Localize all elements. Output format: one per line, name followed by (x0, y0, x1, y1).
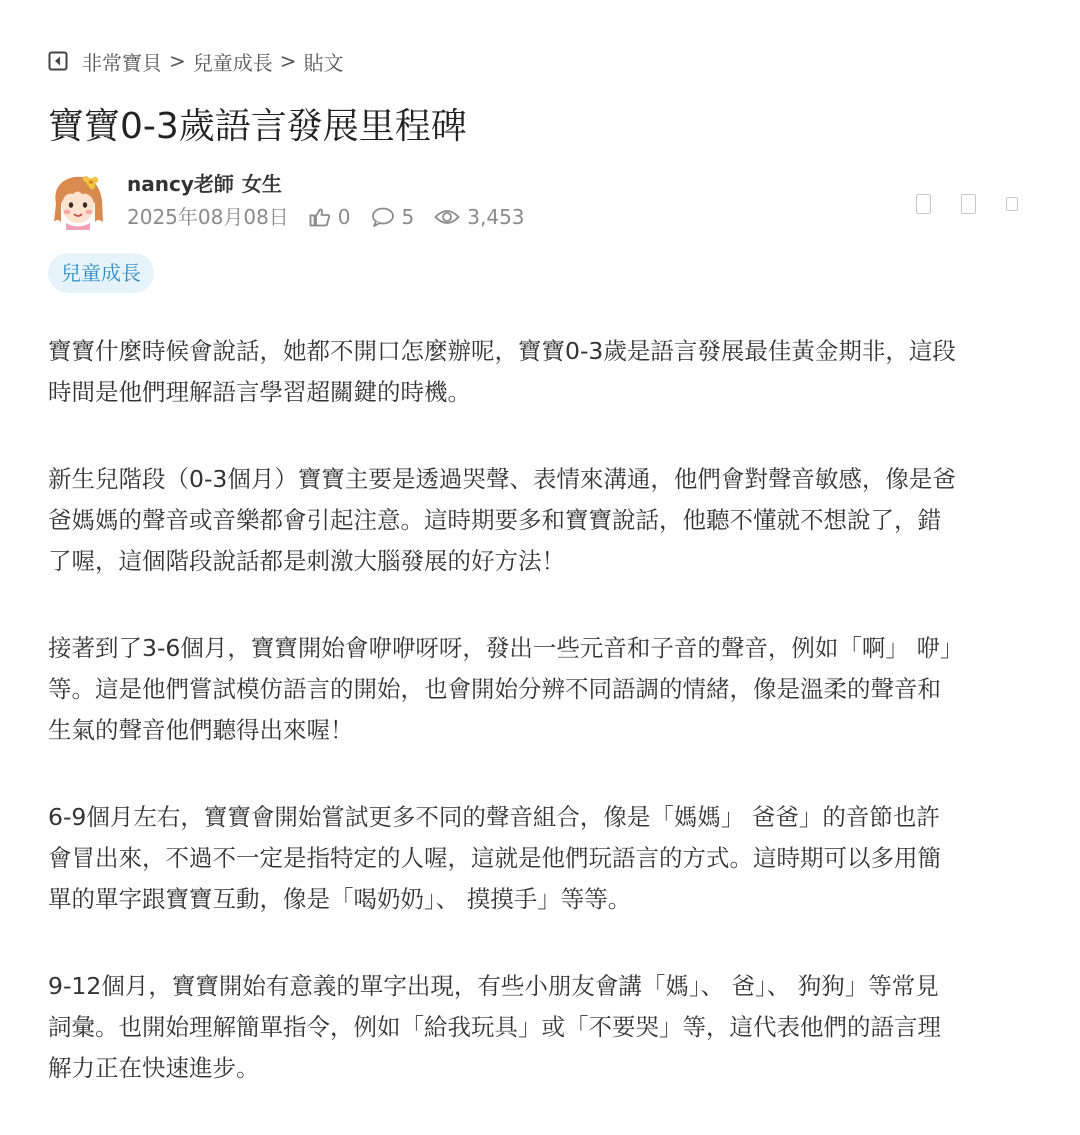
author-name[interactable]: nancy老師 (127, 172, 234, 196)
breadcrumb-separator: > (279, 49, 297, 73)
thumbs-up-icon (309, 207, 331, 227)
comment-bubble-icon (371, 207, 395, 227)
breadcrumb-item-home[interactable]: 非常寶貝 (82, 50, 162, 75)
avatar[interactable] (48, 170, 108, 230)
back-arrow-icon[interactable] (48, 51, 68, 71)
post-actions (886, 194, 1018, 214)
post-meta (127, 203, 525, 231)
page-title: 寶寶0-3歲語言發展里程碑 (48, 106, 467, 147)
breadcrumb (48, 46, 344, 76)
comment-count: 5 (401, 205, 415, 229)
more-button[interactable] (1006, 197, 1018, 211)
share-button[interactable] (961, 194, 976, 214)
comment-stat[interactable] (371, 203, 415, 231)
view-stat (434, 203, 524, 231)
author-gender: 女生 (241, 172, 282, 196)
paragraph: 6-9個月左右，寶寶會開始嘗試更多不同的聲音組合，像是「媽媽」 爸爸」的音節也許 會冒出來，不過不一定是指特定的人喔，這就是他們玩語言的方式。這時期可以多用簡 單的單字跟寶寶互動，像是「喝奶奶」、 摸摸手」等等。 (48, 803, 941, 913)
post-content (48, 331, 1038, 1135)
breadcrumb-item-current: 貼文 (303, 50, 344, 75)
paragraph: 新生兒階段（0-3個月）寶寶主要是透過哭聲、表情來溝通，他們會對聲音敏感，像是爸 爸媽媽的聲音或音樂都會引起注意。這時期要多和寶寶說話，他聽不懂就不想說了，錯 了喔，這個階段說話都是刺激大腦發展的好方法！ (48, 465, 956, 575)
author-line (127, 170, 282, 198)
view-count: 3,453 (467, 205, 525, 229)
bookmark-button[interactable] (916, 194, 931, 214)
post-date: 2025年08月08日 (127, 205, 289, 229)
like-count: 0 (337, 205, 351, 229)
paragraph: 接著到了3-6個月，寶寶開始會咿咿呀呀，發出一些元音和子音的聲音，例如「啊」 咿」 等。這是他們嘗試模仿語言的開始，也會開始分辨不同語調的情緒，像是溫柔的聲音和 生氣的聲音他們聽得出來喔！ (48, 634, 964, 744)
breadcrumb-item-category[interactable]: 兒童成長 (192, 50, 273, 75)
paragraph: 9-12個月，寶寶開始有意義的單字出現，有些小朋友會講「媽」、 爸」、 狗狗」等常見 詞彙。也開始理解簡單指令，例如「給我玩具」或「不要哭」等，這代表他們的語言理 解力正在快速進步。 (48, 972, 941, 1082)
paragraph: 寶寶什麼時候會說話，她都不開口怎麼辦呢，寶寶0-3歲是語言發展最佳黃金期非，這段 時間是他們理解語言學習超關鍵的時機。 (48, 337, 956, 406)
like-stat[interactable] (309, 203, 351, 231)
breadcrumb-separator: > (169, 49, 186, 73)
category-tag[interactable]: 兒童成長 (48, 253, 154, 293)
eye-icon (434, 208, 460, 226)
